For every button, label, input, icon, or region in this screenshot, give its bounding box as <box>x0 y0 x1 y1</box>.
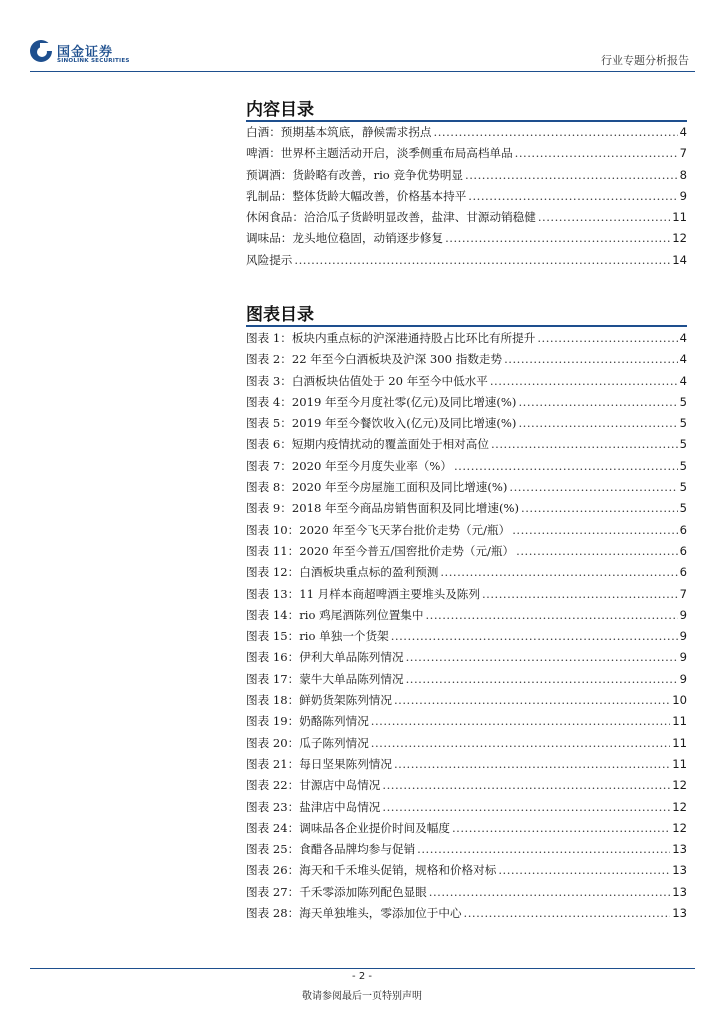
figure-entry[interactable] <box>246 841 687 862</box>
figure-entry-label: 图表 22：甘源店中岛情况 <box>246 778 381 793</box>
figure-entry[interactable] <box>246 373 687 394</box>
leader-dots <box>509 480 677 494</box>
figure-entry[interactable] <box>246 586 687 607</box>
figure-entry[interactable] <box>246 713 687 734</box>
figure-entry[interactable] <box>246 351 687 372</box>
logo-name-en: SINOLINK SECURITIES <box>57 58 130 64</box>
figure-entry-page: 11 <box>672 735 687 750</box>
leader-dots <box>491 437 678 451</box>
page-number: - 2 - <box>352 971 372 982</box>
figure-entry[interactable] <box>246 799 687 820</box>
figure-entry-label: 图表 20：瓜子陈列情况 <box>246 735 369 750</box>
leader-dots <box>391 629 678 643</box>
leader-dots <box>382 800 670 814</box>
figure-entry[interactable] <box>246 862 687 883</box>
figure-entry-page: 9 <box>679 629 687 644</box>
leader-dots <box>465 168 678 182</box>
figure-entry[interactable] <box>246 628 687 649</box>
figure-entry-page: 4 <box>679 373 687 388</box>
toc-entry[interactable] <box>246 209 687 230</box>
leader-dots <box>452 821 670 835</box>
figure-entry-label: 图表 23：盐津店中岛情况 <box>246 799 381 814</box>
leader-dots <box>537 331 677 345</box>
figure-entry-label: 图表 11：2020 年至今普五/国窖批价走势（元/瓶） <box>246 543 515 558</box>
figure-entry[interactable] <box>246 905 687 926</box>
figure-entry-page: 13 <box>672 863 687 878</box>
figure-entry-label: 图表 9：2018 年至今商品房销售面积及同比增速(%) <box>246 501 520 516</box>
toc-entry-label: 风险提示 <box>246 252 293 267</box>
figure-entry-page: 10 <box>672 693 687 708</box>
figure-entry-page: 5 <box>679 501 687 516</box>
leader-dots <box>490 374 678 388</box>
toc-entry-page: 8 <box>679 167 687 182</box>
toc-entry-label: 乳制品：整体货龄大幅改善，价格基本持平 <box>246 188 467 203</box>
leader-dots <box>434 125 678 139</box>
leader-dots <box>445 231 670 245</box>
leader-dots <box>429 885 670 899</box>
figure-entry-label: 图表 6：短期内疫情扰动的覆盖面处于相对高位 <box>246 437 489 452</box>
leader-dots <box>516 544 677 558</box>
figure-entry-page: 12 <box>672 799 687 814</box>
toc-entry-page: 7 <box>679 146 687 161</box>
leader-dots <box>521 501 678 515</box>
footer-divider <box>30 968 695 969</box>
figure-entry-page: 5 <box>679 416 687 431</box>
figure-entry-page: 9 <box>679 607 687 622</box>
figure-entry[interactable] <box>246 479 687 500</box>
figure-entry-label: 图表 1：板块内重点标的沪深港通持股占比环比有所提升 <box>246 331 536 345</box>
figure-entry-label: 图表 10：2020 年至今飞天茅台批价走势（元/瓶） <box>246 522 511 537</box>
figure-entry-page: 7 <box>679 586 687 601</box>
figure-entry-label: 图表 21：每日坚果陈列情况 <box>246 756 392 771</box>
toc-entry-page: 11 <box>672 210 687 225</box>
figure-entry-label: 图表 8：2020 年至今房屋施工面积及同比增速(%) <box>246 480 508 495</box>
figure-entry-label: 图表 18：鲜奶货架陈列情况 <box>246 693 392 708</box>
toc-entry[interactable] <box>246 124 687 145</box>
figure-entry[interactable] <box>246 649 687 670</box>
leader-dots <box>515 146 678 160</box>
figure-entry-label: 图表 16：伊利大单品陈列情况 <box>246 650 404 665</box>
figure-entry[interactable] <box>246 607 687 628</box>
figure-entry-label: 图表 17：蒙牛大单品陈列情况 <box>246 671 404 686</box>
figure-entry-label: 图表 4：2019 年至今月度社零(亿元)及同比增速(%) <box>246 394 517 409</box>
figures-list <box>246 330 687 926</box>
toc-entry-label: 调味品：龙头地位稳固，动销逐步修复 <box>246 231 444 246</box>
figure-entry-label: 图表 5：2019 年至今餐饮收入(亿元)及同比增速(%) <box>246 416 517 431</box>
figure-entry[interactable] <box>246 820 687 841</box>
leader-dots <box>504 352 678 366</box>
figure-entry[interactable] <box>246 756 687 777</box>
leader-dots <box>498 863 670 877</box>
page-header <box>0 0 724 76</box>
figure-entry-page: 12 <box>672 820 687 835</box>
figure-entry-page: 12 <box>672 778 687 793</box>
figure-entry[interactable] <box>246 564 687 585</box>
figure-entry-label: 图表 12：白酒板块重点标的盈利预测 <box>246 565 439 580</box>
leader-dots <box>512 523 677 537</box>
toc-entry-page: 9 <box>679 188 687 203</box>
toc-entry[interactable] <box>246 230 687 251</box>
figure-entry[interactable] <box>246 543 687 564</box>
toc-entry-label: 休闲食品：洽洽瓜子货龄明显改善，盐津、甘源动销稳健 <box>246 210 536 225</box>
figure-entry-label: 图表 3：白酒板块估值处于 20 年至今中低水平 <box>246 373 488 388</box>
figures-title: 图表目录 <box>246 305 314 325</box>
toc-entry-label: 白酒：预期基本筑底，静候需求拐点 <box>246 125 432 139</box>
figure-entry[interactable] <box>246 330 687 351</box>
leader-dots <box>482 587 678 601</box>
figure-entry-label: 图表 27：千禾零添加陈列配色显眼 <box>246 884 427 899</box>
contents-title: 内容目录 <box>246 100 314 120</box>
figure-entry-label: 图表 2：22 年至今白酒板块及沪深 300 指数走势 <box>246 352 503 367</box>
leader-dots <box>294 253 670 267</box>
figure-entry-label: 图表 14：rio 鸡尾酒陈列位置集中 <box>246 607 424 622</box>
figure-entry[interactable] <box>246 692 687 713</box>
leader-dots <box>417 842 670 856</box>
leader-dots <box>394 757 670 771</box>
leader-dots <box>425 608 677 622</box>
figure-entry[interactable] <box>246 500 687 521</box>
toc-entry[interactable] <box>246 167 687 188</box>
toc-entry-label: 啤酒：世界杯主题活动开启，淡季侧重布局高档单品 <box>246 146 513 161</box>
figure-entry-page: 4 <box>679 352 687 367</box>
leader-dots <box>464 906 671 920</box>
figure-entry-label: 图表 13：11 月样本商超啤酒主要堆头及陈列 <box>246 586 480 601</box>
leader-dots <box>371 736 670 750</box>
figure-entry[interactable] <box>246 415 687 436</box>
leader-dots <box>518 395 677 409</box>
leader-dots <box>371 714 670 728</box>
figure-entry-page: 13 <box>672 884 687 899</box>
sinolink-logo <box>30 40 150 68</box>
leader-dots <box>538 210 670 224</box>
toc-entry[interactable] <box>246 145 687 166</box>
figure-entry-page: 6 <box>679 565 687 580</box>
figure-entry[interactable] <box>246 735 687 756</box>
figure-entry-label: 图表 25：食醋各品牌均参与促销 <box>246 842 416 857</box>
figure-entry-page: 5 <box>679 437 687 452</box>
figure-entry-page: 6 <box>679 543 687 558</box>
leader-dots <box>406 672 678 686</box>
logo-name-cn: 国金证券 <box>57 45 114 60</box>
figure-entry-page: 9 <box>679 650 687 665</box>
figure-entry-label: 图表 26：海天和千禾堆头促销，规格和价格对标 <box>246 863 497 878</box>
figure-entry[interactable] <box>246 394 687 415</box>
toc-entry[interactable] <box>246 188 687 209</box>
figure-entry-page: 5 <box>679 458 687 473</box>
figure-entry-page: 13 <box>672 906 687 921</box>
figure-entry[interactable] <box>246 777 687 798</box>
figure-entry-page: 5 <box>679 480 687 495</box>
figure-entry-label: 图表 7：2020 年至今月度失业率（%） <box>246 458 452 473</box>
toc-entry-label: 预调酒：货龄略有改善，rio 竞争优势明显 <box>246 167 464 182</box>
leader-dots <box>518 416 677 430</box>
figure-entry-label: 图表 15：rio 单独一个货架 <box>246 629 389 644</box>
leader-dots <box>394 693 670 707</box>
figure-entry-label: 图表 24：调味品各企业提价时间及幅度 <box>246 820 450 835</box>
figure-entry-label: 图表 19：奶酪陈列情况 <box>246 714 369 729</box>
figure-entry[interactable] <box>246 522 687 543</box>
contents-title-divider <box>246 120 687 122</box>
toc-entry[interactable] <box>246 252 687 273</box>
leader-dots <box>382 778 670 792</box>
figures-title-divider <box>246 325 687 327</box>
figure-entry-page: 4 <box>679 331 687 345</box>
report-type-label: 行业专题分析报告 <box>601 54 689 67</box>
figure-entry-page: 11 <box>672 714 687 729</box>
header-divider <box>30 71 695 72</box>
leader-dots <box>468 189 677 203</box>
leader-dots <box>406 650 678 664</box>
leader-dots <box>454 459 678 473</box>
toc-entry-page: 14 <box>672 252 687 267</box>
figure-entry-page: 13 <box>672 842 687 857</box>
disclaimer: 敬请参阅最后一页特别声明 <box>302 991 422 1002</box>
leader-dots <box>440 565 677 579</box>
toc-entry-page: 4 <box>679 125 687 139</box>
toc-entry-page: 12 <box>672 231 687 246</box>
figure-entry-page: 11 <box>672 756 687 771</box>
figure-entry-page: 6 <box>679 522 687 537</box>
figure-entry[interactable] <box>246 671 687 692</box>
figure-entry-page: 9 <box>679 671 687 686</box>
figure-entry[interactable] <box>246 458 687 479</box>
contents-list <box>246 124 687 273</box>
figure-entry[interactable] <box>246 436 687 457</box>
logo-mark-icon <box>30 40 52 62</box>
figure-entry-page: 5 <box>679 394 687 409</box>
figure-entry[interactable] <box>246 884 687 905</box>
figure-entry-label: 图表 28：海天单独堆头，零添加位于中心 <box>246 906 462 921</box>
